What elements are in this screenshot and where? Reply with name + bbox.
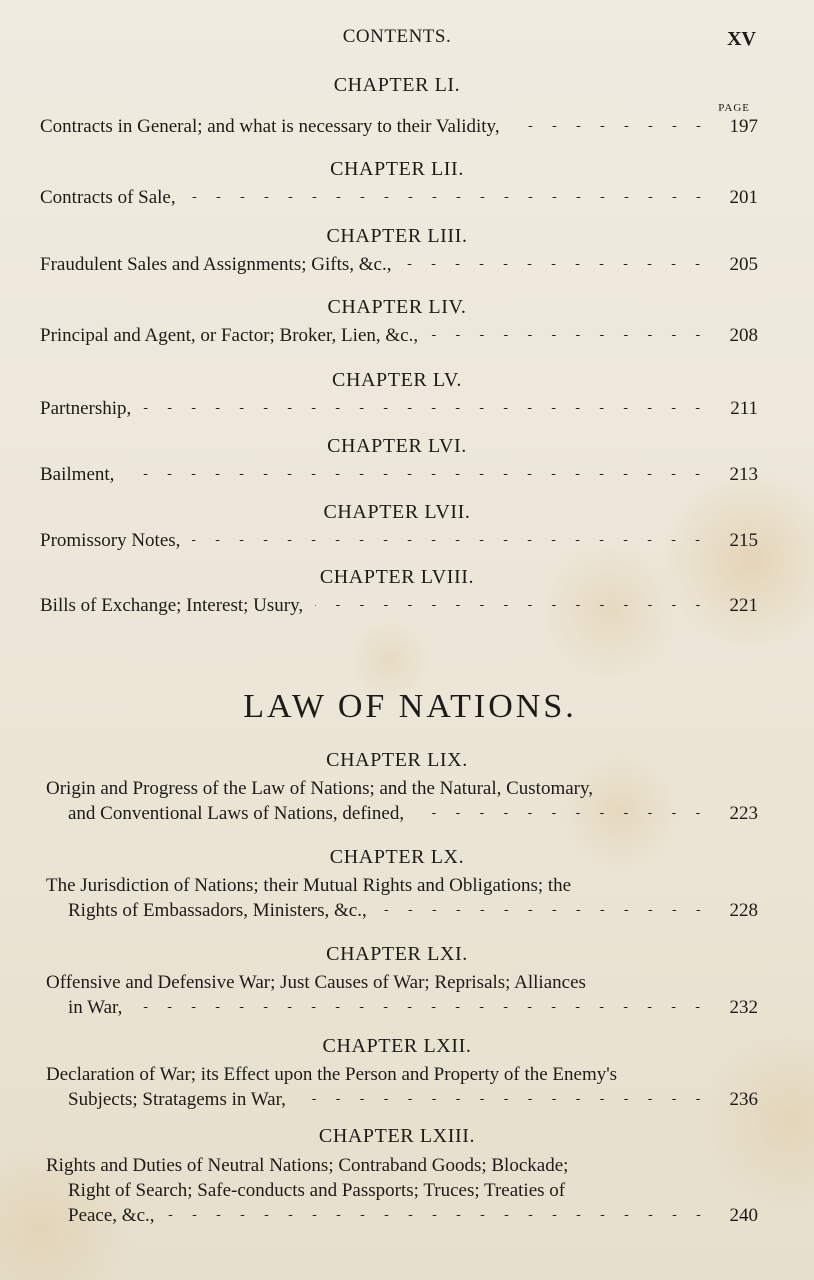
entry-text: Contracts of Sale, — [40, 187, 176, 208]
page-number: 228 — [729, 900, 758, 921]
page-number: 208 — [729, 325, 758, 346]
entry-text: Bills of Exchange; Interest; Usury, — [40, 595, 304, 616]
entry-text: Offensive and Defensive War; Just Causes of War; Reprisals; Alliances — [46, 972, 586, 993]
dot-leader — [192, 540, 710, 541]
page-number: 232 — [729, 997, 758, 1018]
entry-text: Peace, &c., — [68, 1205, 155, 1226]
entry-text: Partnership, — [40, 398, 132, 419]
page-folio: XV — [727, 28, 756, 50]
dot-leader — [379, 910, 710, 911]
entry-text: Promissory Notes, — [40, 530, 181, 551]
chapter-heading: CHAPTER LX. — [329, 846, 465, 868]
entry-text: in War, — [68, 997, 123, 1018]
entry-text: The Jurisdiction of Nations; their Mutual Rights and Obligations; the — [46, 875, 572, 896]
dot-leader — [188, 197, 710, 198]
running-head — [0, 26, 814, 52]
running-head-title: CONTENTS. — [342, 26, 452, 47]
chapter-heading: CHAPTER LIX. — [326, 749, 468, 771]
entry-text: Right of Search; Safe-conducts and Passports; Truces; Treaties of — [68, 1180, 566, 1201]
page-number: 223 — [729, 803, 758, 824]
entry-text: Principal and Agent, or Factor; Broker, Lien, &c., — [40, 325, 419, 346]
dot-leader — [167, 1215, 710, 1216]
dot-leader — [430, 335, 710, 336]
toc-entry — [46, 1062, 758, 1112]
toc-entry — [46, 873, 758, 923]
page-number: 213 — [729, 464, 758, 485]
toc-entry — [40, 185, 758, 210]
entry-text: and Conventional Laws of Nations, defined, — [68, 803, 405, 824]
toc-entry — [40, 396, 758, 421]
page-number: 197 — [729, 116, 758, 137]
dot-leader — [143, 408, 710, 409]
dot-leader — [512, 126, 710, 127]
dot-leader — [134, 1007, 710, 1008]
chapter-heading: CHAPTER LIII. — [326, 225, 468, 247]
page-column-label: PAGE — [718, 102, 750, 114]
page-number: 240 — [729, 1205, 758, 1226]
toc-entry — [46, 1153, 758, 1228]
entry-text: Rights of Embassadors, Ministers, &c., — [68, 900, 367, 921]
chapter-heading: CHAPTER LVI. — [327, 435, 467, 457]
page-number: 215 — [729, 530, 758, 551]
chapter-heading: CHAPTER LI. — [333, 74, 461, 96]
dot-leader — [298, 1099, 710, 1100]
chapter-heading: CHAPTER LII. — [330, 158, 464, 180]
entry-text: Bailment, — [40, 464, 115, 485]
page-number: 236 — [729, 1089, 758, 1110]
chapter-heading: CHAPTER LIV. — [327, 296, 467, 318]
entry-text: Subjects; Stratagems in War, — [68, 1089, 286, 1110]
entry-text: Origin and Progress of the Law of Nations; and the Natural, Customary, — [46, 778, 594, 799]
dot-leader — [416, 813, 710, 814]
toc-entry — [40, 252, 758, 277]
toc-entry — [40, 323, 758, 348]
entry-text: Fraudulent Sales and Assignments; Gifts, &c., — [40, 254, 392, 275]
toc-entry — [46, 970, 758, 1020]
dot-leader — [403, 264, 710, 265]
page-number: 205 — [729, 254, 758, 275]
entry-text: Rights and Duties of Neutral Nations; Contraband Goods; Blockade; — [46, 1155, 569, 1176]
entry-text: Declaration of War; its Effect upon the Person and Property of the Enemy's — [46, 1064, 618, 1085]
chapter-heading: CHAPTER LVII. — [323, 501, 471, 523]
dot-leader — [315, 605, 710, 606]
toc-entry — [40, 114, 758, 139]
section-title: LAW OF NATIONS. — [243, 688, 577, 725]
chapter-heading: CHAPTER LXIII. — [318, 1125, 476, 1147]
toc-entry — [40, 462, 758, 487]
chapter-heading: CHAPTER LXI. — [326, 943, 468, 965]
toc-entry — [46, 776, 758, 826]
toc-entry — [40, 593, 758, 618]
page-number: 211 — [730, 398, 758, 419]
chapter-heading: CHAPTER LV. — [332, 369, 462, 391]
entry-text: Contracts in General; and what is necessary to their Validity, — [40, 116, 500, 137]
page-number: 201 — [729, 187, 758, 208]
chapter-heading: CHAPTER LXII. — [322, 1035, 472, 1057]
dot-leader — [126, 474, 710, 475]
chapter-heading: CHAPTER LVIII. — [319, 566, 475, 588]
page-number: 221 — [729, 595, 758, 616]
toc-entry — [40, 528, 758, 553]
